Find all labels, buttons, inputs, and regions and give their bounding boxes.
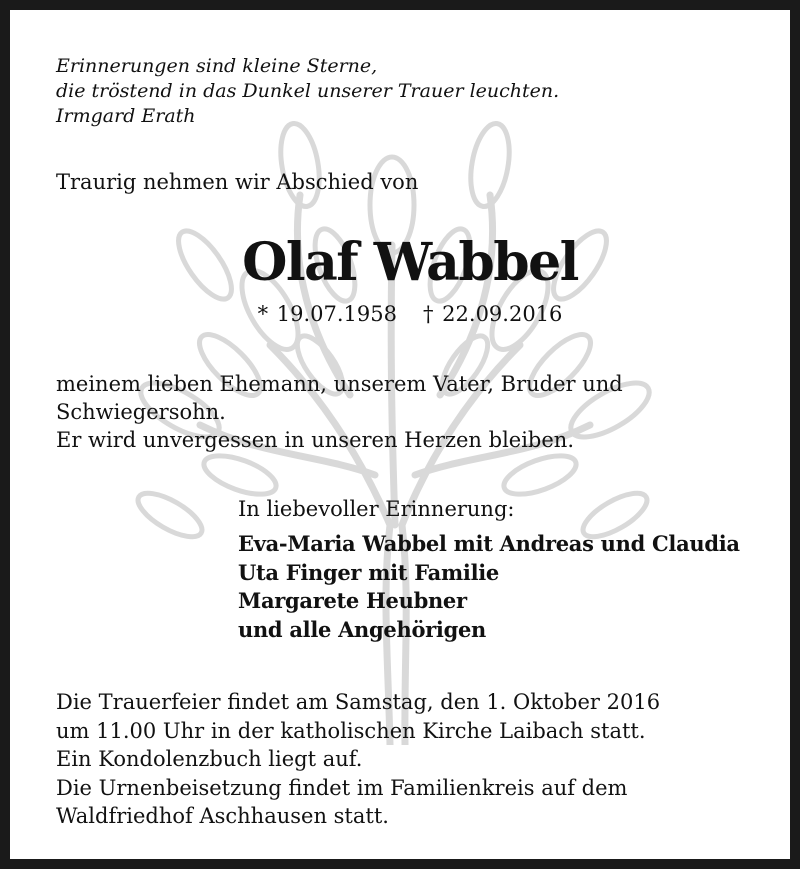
tribute-text (56, 370, 623, 454)
service-details (56, 688, 660, 831)
mourner-item: Uta Finger mit Familie (238, 559, 499, 585)
death-date: † 22.09.2016 (423, 302, 563, 326)
intro-text: Traurig nehmen wir Abschied von (56, 170, 419, 194)
service-line: Die Trauerfeier findet am Samstag, den 1. Oktober 2016 (56, 690, 661, 714)
quote-line: Erinnerungen sind kleine Sterne, (56, 55, 378, 77)
service-line: Die Urnenbeisetzung findet im Familienkreis auf dem (56, 775, 628, 800)
deceased-name: Olaf Wabbel (242, 232, 578, 293)
tribute-line: meinem lieben Ehemann, unserem Vater, Bruder und (56, 372, 623, 396)
mourner-item: Eva-Maria Wabbel mit Andreas und Claudia (238, 531, 740, 556)
life-dates (10, 300, 800, 328)
birth-date: * 19.07.1958 (257, 302, 397, 326)
quote-author: Irmgard Erath (56, 105, 196, 127)
quote-line: die tröstend in das Dunkel unserer Trauer leuchten. (56, 80, 560, 102)
signoff-label: In liebevoller Erinnerung: (238, 497, 515, 521)
mourners-list (238, 530, 740, 644)
tribute-line: Er wird unvergessen in unseren Herzen bleiben. (56, 428, 575, 452)
obituary-content (10, 10, 800, 879)
epigraph-quote (56, 54, 559, 129)
tribute-line: Schwiegersohn. (56, 400, 226, 424)
service-line: Ein Kondolenzbuch liegt auf. (56, 747, 363, 771)
service-line: um 11.00 Uhr in der katholischen Kirche Laibach statt. (56, 718, 646, 743)
mourner-item: Margarete Heubner (238, 588, 467, 613)
service-line: Waldfriedhof Aschhausen statt. (56, 804, 389, 828)
mourner-item: und alle Angehörigen (238, 616, 486, 642)
